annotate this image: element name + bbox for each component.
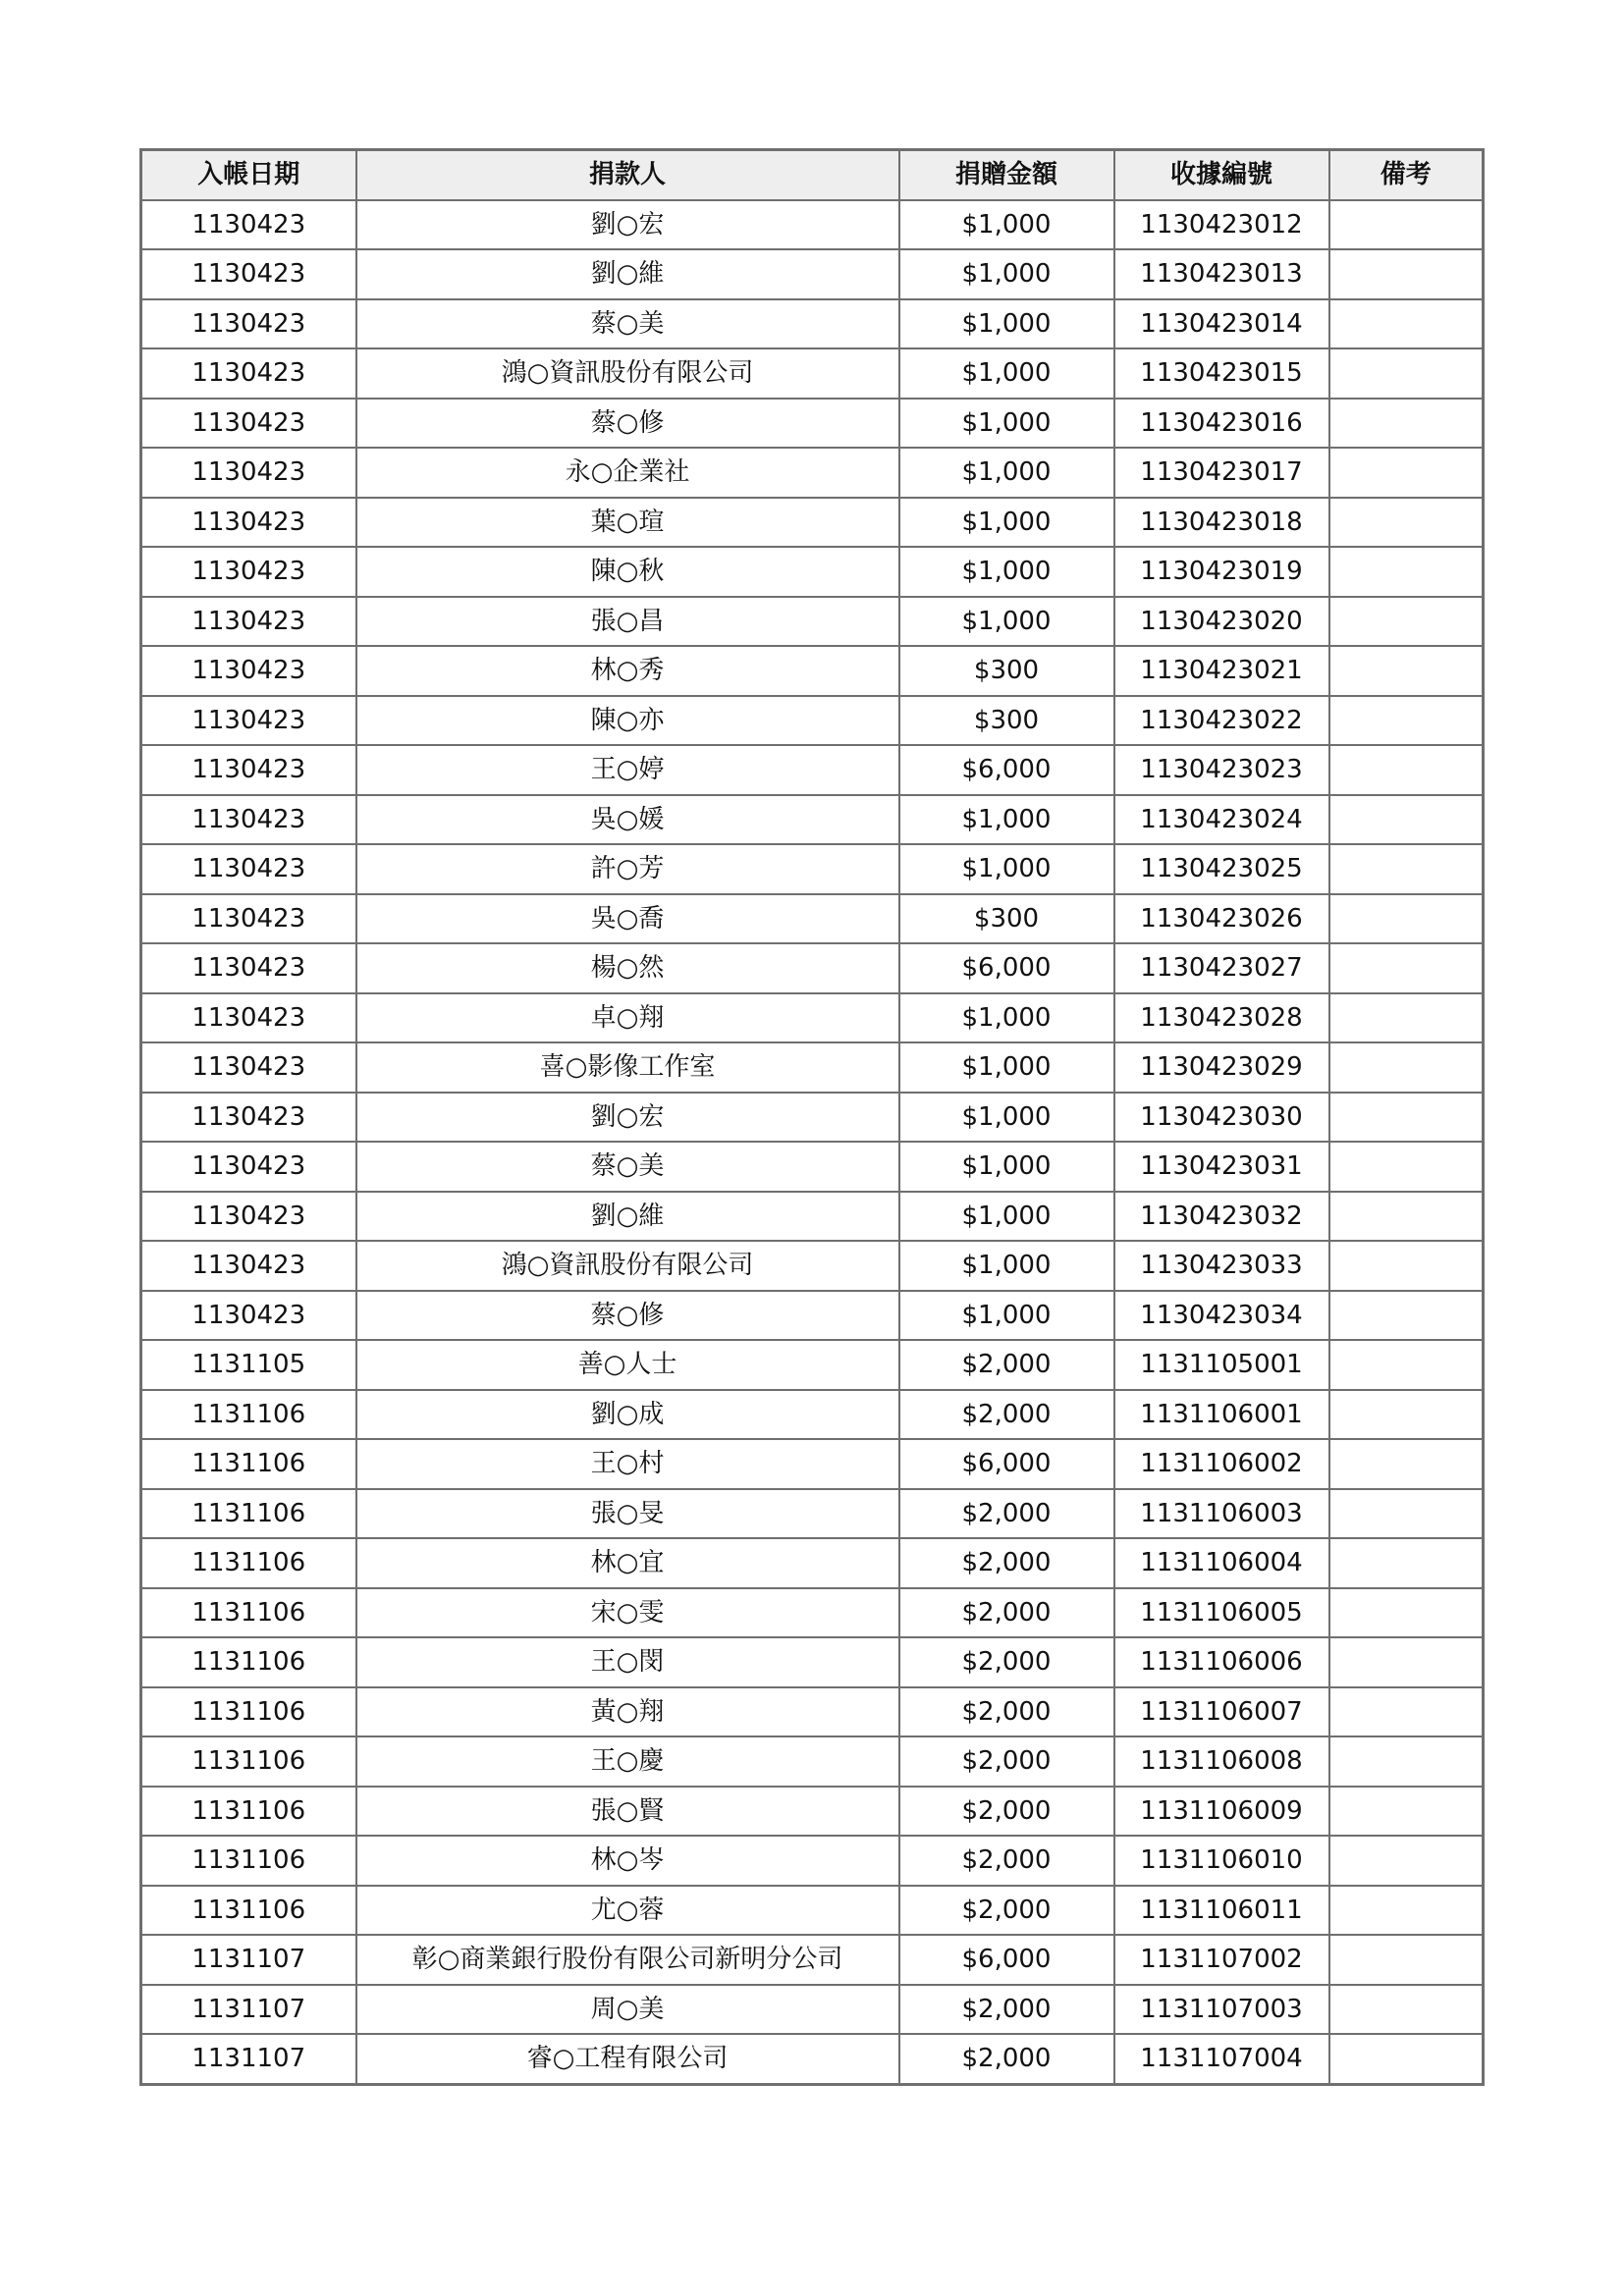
table-row — [141, 1439, 1484, 1489]
cell-remarks — [1329, 646, 1484, 696]
cell-entry-date: 1130423 — [141, 795, 356, 845]
cell-remarks — [1329, 249, 1484, 299]
cell-amount: $6,000 — [899, 1935, 1114, 1985]
cell-receipt-number: 1131107003 — [1114, 1985, 1329, 2035]
cell-remarks — [1329, 696, 1484, 746]
cell-entry-date: 1130423 — [141, 844, 356, 894]
cell-remarks — [1329, 1637, 1484, 1687]
cell-entry-date: 1131106 — [141, 1736, 356, 1787]
cell-donor: 張○昌 — [356, 597, 899, 647]
cell-amount: $1,000 — [899, 448, 1114, 498]
cell-remarks — [1329, 1489, 1484, 1539]
table-row — [141, 696, 1484, 746]
table-row — [141, 498, 1484, 548]
table-row — [141, 943, 1484, 993]
table-row — [141, 844, 1484, 894]
cell-remarks — [1329, 1687, 1484, 1737]
cell-donor: 劉○維 — [356, 1192, 899, 1242]
cell-receipt-number: 1131106009 — [1114, 1787, 1329, 1837]
cell-remarks — [1329, 1042, 1484, 1093]
cell-entry-date: 1131106 — [141, 1886, 356, 1936]
cell-receipt-number: 1131106006 — [1114, 1637, 1329, 1687]
cell-entry-date: 1130423 — [141, 448, 356, 498]
table-row — [141, 1736, 1484, 1787]
cell-donor: 宋○雯 — [356, 1588, 899, 1638]
cell-donor: 楊○然 — [356, 943, 899, 993]
cell-entry-date: 1131106 — [141, 1538, 356, 1588]
table-row — [141, 547, 1484, 597]
cell-amount: $1,000 — [899, 1093, 1114, 1143]
cell-remarks — [1329, 597, 1484, 647]
cell-remarks — [1329, 1192, 1484, 1242]
cell-amount: $2,000 — [899, 1538, 1114, 1588]
table-row — [141, 249, 1484, 299]
cell-amount: $1,000 — [899, 249, 1114, 299]
table-row — [141, 597, 1484, 647]
cell-amount: $1,000 — [899, 597, 1114, 647]
cell-donor: 陳○亦 — [356, 696, 899, 746]
cell-entry-date: 1131106 — [141, 1588, 356, 1638]
cell-donor: 王○婷 — [356, 745, 899, 795]
cell-receipt-number: 1131106004 — [1114, 1538, 1329, 1588]
cell-receipt-number: 1130423017 — [1114, 448, 1329, 498]
cell-receipt-number: 1130423034 — [1114, 1291, 1329, 1341]
cell-donor: 劉○成 — [356, 1390, 899, 1440]
cell-entry-date: 1131106 — [141, 1787, 356, 1837]
cell-entry-date: 1130423 — [141, 1192, 356, 1242]
cell-entry-date: 1130423 — [141, 1093, 356, 1143]
cell-remarks — [1329, 745, 1484, 795]
cell-amount: $2,000 — [899, 1340, 1114, 1390]
cell-amount: $2,000 — [899, 1637, 1114, 1687]
cell-entry-date: 1130423 — [141, 547, 356, 597]
cell-remarks — [1329, 1836, 1484, 1886]
cell-remarks — [1329, 1985, 1484, 2035]
cell-receipt-number: 1130423023 — [1114, 745, 1329, 795]
cell-entry-date: 1130423 — [141, 1291, 356, 1341]
table-row — [141, 2034, 1484, 2084]
table-row — [141, 1042, 1484, 1093]
cell-entry-date: 1130423 — [141, 894, 356, 944]
cell-entry-date: 1131106 — [141, 1489, 356, 1539]
cell-amount: $1,000 — [899, 795, 1114, 845]
cell-donor: 蔡○美 — [356, 299, 899, 349]
cell-amount: $1,000 — [899, 299, 1114, 349]
cell-amount: $1,000 — [899, 348, 1114, 399]
cell-donor: 蔡○美 — [356, 1142, 899, 1192]
cell-donor: 彰○商業銀行股份有限公司新明分公司 — [356, 1935, 899, 1985]
cell-receipt-number: 1130423024 — [1114, 795, 1329, 845]
cell-amount: $1,000 — [899, 993, 1114, 1043]
cell-amount: $1,000 — [899, 1241, 1114, 1291]
cell-amount: $2,000 — [899, 1489, 1114, 1539]
cell-entry-date: 1130423 — [141, 249, 356, 299]
cell-donor: 吳○喬 — [356, 894, 899, 944]
table-header — [141, 150, 1484, 200]
cell-amount: $2,000 — [899, 1687, 1114, 1737]
cell-donor: 劉○維 — [356, 249, 899, 299]
cell-donor: 蔡○修 — [356, 399, 899, 449]
cell-remarks — [1329, 844, 1484, 894]
cell-donor: 王○慶 — [356, 1736, 899, 1787]
table-row — [141, 200, 1484, 250]
cell-remarks — [1329, 299, 1484, 349]
table-row — [141, 1291, 1484, 1341]
cell-donor: 王○村 — [356, 1439, 899, 1489]
table-row — [141, 1886, 1484, 1936]
cell-amount: $2,000 — [899, 1390, 1114, 1440]
cell-receipt-number: 1130423014 — [1114, 299, 1329, 349]
cell-entry-date: 1131106 — [141, 1687, 356, 1737]
header-remarks: 備考 — [1329, 150, 1484, 200]
cell-receipt-number: 1131106011 — [1114, 1886, 1329, 1936]
table-row — [141, 1935, 1484, 1985]
cell-receipt-number: 1130423028 — [1114, 993, 1329, 1043]
cell-remarks — [1329, 1736, 1484, 1787]
cell-entry-date: 1130423 — [141, 646, 356, 696]
table-row — [141, 1687, 1484, 1737]
cell-amount: $300 — [899, 894, 1114, 944]
cell-receipt-number: 1131106008 — [1114, 1736, 1329, 1787]
cell-amount: $1,000 — [899, 1142, 1114, 1192]
cell-donor: 周○美 — [356, 1985, 899, 2035]
cell-receipt-number: 1131106005 — [1114, 1588, 1329, 1638]
table-row — [141, 795, 1484, 845]
cell-entry-date: 1130423 — [141, 745, 356, 795]
cell-receipt-number: 1130423032 — [1114, 1192, 1329, 1242]
cell-entry-date: 1130423 — [141, 498, 356, 548]
cell-entry-date: 1130423 — [141, 1042, 356, 1093]
cell-amount: $1,000 — [899, 399, 1114, 449]
cell-donor: 鴻○資訊股份有限公司 — [356, 348, 899, 399]
cell-donor: 王○閔 — [356, 1637, 899, 1687]
cell-receipt-number: 1130423015 — [1114, 348, 1329, 399]
cell-receipt-number: 1130423021 — [1114, 646, 1329, 696]
table-row — [141, 1390, 1484, 1440]
cell-entry-date: 1131107 — [141, 2034, 356, 2084]
cell-remarks — [1329, 1935, 1484, 1985]
cell-receipt-number: 1130423013 — [1114, 249, 1329, 299]
cell-donor: 尤○蓉 — [356, 1886, 899, 1936]
cell-receipt-number: 1131105001 — [1114, 1340, 1329, 1390]
cell-donor: 林○宜 — [356, 1538, 899, 1588]
cell-amount: $2,000 — [899, 1588, 1114, 1638]
cell-amount: $2,000 — [899, 1736, 1114, 1787]
cell-entry-date: 1131105 — [141, 1340, 356, 1390]
table-row — [141, 1637, 1484, 1687]
cell-amount: $1,000 — [899, 1291, 1114, 1341]
cell-amount: $1,000 — [899, 498, 1114, 548]
cell-receipt-number: 1130423018 — [1114, 498, 1329, 548]
cell-receipt-number: 1130423022 — [1114, 696, 1329, 746]
cell-receipt-number: 1130423020 — [1114, 597, 1329, 647]
cell-donor: 善○人士 — [356, 1340, 899, 1390]
cell-remarks — [1329, 795, 1484, 845]
table-body — [141, 200, 1484, 2085]
cell-amount: $2,000 — [899, 1787, 1114, 1837]
cell-donor: 卓○翔 — [356, 993, 899, 1043]
cell-donor: 鴻○資訊股份有限公司 — [356, 1241, 899, 1291]
cell-remarks — [1329, 1886, 1484, 1936]
cell-entry-date: 1130423 — [141, 399, 356, 449]
header-row — [141, 150, 1484, 200]
table-row — [141, 448, 1484, 498]
cell-receipt-number: 1130423029 — [1114, 1042, 1329, 1093]
cell-receipt-number: 1131106002 — [1114, 1439, 1329, 1489]
table-row — [141, 1093, 1484, 1143]
table-row — [141, 1192, 1484, 1242]
cell-receipt-number: 1130423033 — [1114, 1241, 1329, 1291]
cell-donor: 劉○宏 — [356, 1093, 899, 1143]
cell-receipt-number: 1130423025 — [1114, 844, 1329, 894]
cell-remarks — [1329, 1439, 1484, 1489]
cell-donor: 永○企業社 — [356, 448, 899, 498]
cell-entry-date: 1131106 — [141, 1439, 356, 1489]
cell-remarks — [1329, 2034, 1484, 2084]
cell-remarks — [1329, 993, 1484, 1043]
cell-receipt-number: 1131106010 — [1114, 1836, 1329, 1886]
table-row — [141, 894, 1484, 944]
cell-receipt-number: 1130423016 — [1114, 399, 1329, 449]
cell-remarks — [1329, 1787, 1484, 1837]
header-amount: 捐贈金額 — [899, 150, 1114, 200]
cell-entry-date: 1130423 — [141, 597, 356, 647]
cell-receipt-number: 1130423027 — [1114, 943, 1329, 993]
cell-receipt-number: 1130423012 — [1114, 200, 1329, 250]
table-row — [141, 1787, 1484, 1837]
cell-donor: 張○賢 — [356, 1787, 899, 1837]
cell-amount: $1,000 — [899, 1042, 1114, 1093]
cell-receipt-number: 1131106001 — [1114, 1390, 1329, 1440]
cell-amount: $300 — [899, 646, 1114, 696]
cell-receipt-number: 1131107004 — [1114, 2034, 1329, 2084]
cell-remarks — [1329, 1241, 1484, 1291]
cell-receipt-number: 1131107002 — [1114, 1935, 1329, 1985]
cell-remarks — [1329, 399, 1484, 449]
cell-receipt-number: 1130423019 — [1114, 547, 1329, 597]
cell-remarks — [1329, 1538, 1484, 1588]
cell-entry-date: 1131106 — [141, 1836, 356, 1886]
table-row — [141, 993, 1484, 1043]
table-row — [141, 646, 1484, 696]
table-row — [141, 1241, 1484, 1291]
table-row — [141, 299, 1484, 349]
cell-donor: 張○旻 — [356, 1489, 899, 1539]
cell-remarks — [1329, 547, 1484, 597]
cell-donor: 黃○翔 — [356, 1687, 899, 1737]
cell-amount: $1,000 — [899, 547, 1114, 597]
table-row — [141, 399, 1484, 449]
cell-amount: $6,000 — [899, 745, 1114, 795]
table-row — [141, 1489, 1484, 1539]
table-row — [141, 1588, 1484, 1638]
table-row — [141, 348, 1484, 399]
cell-amount: $6,000 — [899, 943, 1114, 993]
cell-receipt-number: 1130423030 — [1114, 1093, 1329, 1143]
donation-table — [139, 148, 1485, 2086]
header-donor: 捐款人 — [356, 150, 899, 200]
cell-remarks — [1329, 943, 1484, 993]
cell-remarks — [1329, 200, 1484, 250]
header-entry-date: 入帳日期 — [141, 150, 356, 200]
cell-remarks — [1329, 1291, 1484, 1341]
cell-remarks — [1329, 1390, 1484, 1440]
cell-remarks — [1329, 348, 1484, 399]
cell-entry-date: 1130423 — [141, 1241, 356, 1291]
cell-remarks — [1329, 894, 1484, 944]
cell-remarks — [1329, 448, 1484, 498]
cell-donor: 吳○媛 — [356, 795, 899, 845]
cell-donor: 陳○秋 — [356, 547, 899, 597]
cell-entry-date: 1131106 — [141, 1390, 356, 1440]
table-row — [141, 1142, 1484, 1192]
table-row — [141, 1340, 1484, 1390]
cell-donor: 蔡○修 — [356, 1291, 899, 1341]
cell-amount: $1,000 — [899, 1192, 1114, 1242]
cell-remarks — [1329, 498, 1484, 548]
cell-entry-date: 1131107 — [141, 1935, 356, 1985]
cell-entry-date: 1130423 — [141, 1142, 356, 1192]
cell-entry-date: 1130423 — [141, 993, 356, 1043]
cell-amount: $300 — [899, 696, 1114, 746]
cell-amount: $6,000 — [899, 1439, 1114, 1489]
cell-entry-date: 1130423 — [141, 200, 356, 250]
cell-entry-date: 1130423 — [141, 299, 356, 349]
cell-receipt-number: 1130423031 — [1114, 1142, 1329, 1192]
cell-amount: $1,000 — [899, 844, 1114, 894]
table-row — [141, 1985, 1484, 2035]
cell-donor: 劉○宏 — [356, 200, 899, 250]
cell-entry-date: 1130423 — [141, 348, 356, 399]
table-row — [141, 745, 1484, 795]
cell-receipt-number: 1131106007 — [1114, 1687, 1329, 1737]
header-receipt-number: 收據編號 — [1114, 150, 1329, 200]
cell-receipt-number: 1130423026 — [1114, 894, 1329, 944]
cell-donor: 林○秀 — [356, 646, 899, 696]
cell-remarks — [1329, 1588, 1484, 1638]
cell-remarks — [1329, 1142, 1484, 1192]
cell-entry-date: 1131107 — [141, 1985, 356, 2035]
cell-remarks — [1329, 1340, 1484, 1390]
cell-donor: 葉○瑄 — [356, 498, 899, 548]
cell-receipt-number: 1131106003 — [1114, 1489, 1329, 1539]
cell-entry-date: 1130423 — [141, 943, 356, 993]
cell-donor: 林○岑 — [356, 1836, 899, 1886]
cell-amount: $2,000 — [899, 2034, 1114, 2084]
cell-donor: 睿○工程有限公司 — [356, 2034, 899, 2084]
cell-donor: 喜○影像工作室 — [356, 1042, 899, 1093]
cell-amount: $2,000 — [899, 1985, 1114, 2035]
table-row — [141, 1836, 1484, 1886]
cell-donor: 許○芳 — [356, 844, 899, 894]
cell-amount: $1,000 — [899, 200, 1114, 250]
cell-amount: $2,000 — [899, 1886, 1114, 1936]
cell-amount: $2,000 — [899, 1836, 1114, 1886]
cell-entry-date: 1130423 — [141, 696, 356, 746]
cell-entry-date: 1131106 — [141, 1637, 356, 1687]
table-row — [141, 1538, 1484, 1588]
cell-remarks — [1329, 1093, 1484, 1143]
